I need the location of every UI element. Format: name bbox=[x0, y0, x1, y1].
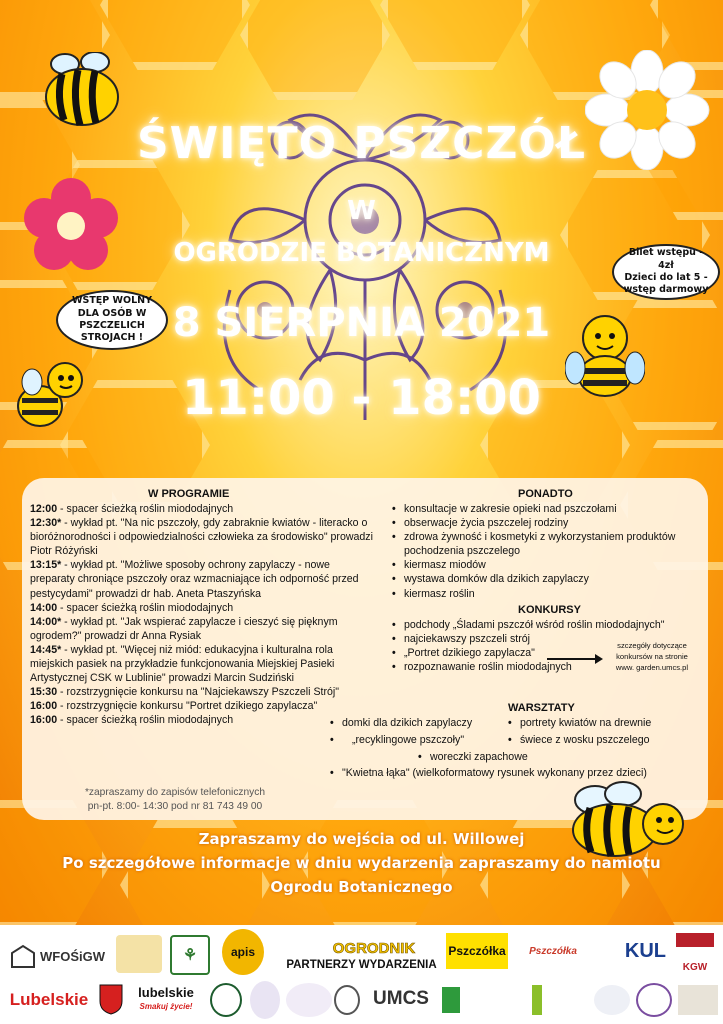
pszczolka-text: Pszczółka bbox=[448, 944, 506, 958]
program-item-text: - wykład pt. "Jak wspierać zapylacze i cieszyć się pięknym ogrodem?" prowadzi dr Anna Rysiak bbox=[30, 615, 338, 642]
program-item-text: - spacer ścieżką roślin miododajnych bbox=[57, 714, 234, 727]
title-connector: W bbox=[347, 196, 376, 226]
list-item: • podchody „Śladami pszczół wśród roślin miododajnych" bbox=[392, 618, 712, 632]
program-item-text: - rozstrzygnięcie konkursu na "Najciekawszy Pszczeli Strój" bbox=[57, 686, 339, 699]
program-item-time: 14:00* bbox=[30, 615, 62, 628]
partners-heading bbox=[0, 955, 723, 975]
university-logo bbox=[532, 985, 588, 1015]
konkursy-heading: KONKURSY bbox=[518, 604, 581, 616]
program-item-time: 12:00 bbox=[30, 503, 58, 515]
list-item: • rozpoznawanie roślin miododajnych bbox=[392, 660, 712, 674]
program-item-text: - spacer ścieżką roślin miododajnych bbox=[57, 601, 234, 614]
emblem-logo bbox=[594, 985, 630, 1015]
program-item-time: 13:15* bbox=[30, 559, 62, 572]
list-item: • woreczki zapachowe bbox=[418, 750, 618, 764]
warsztaty-list-center bbox=[418, 750, 618, 764]
list-item: • portrety kwiatów na drewnie bbox=[508, 716, 708, 730]
list-item: • wystawa domków dla dzikich zapylaczy bbox=[392, 572, 702, 586]
ponadto-heading: PONADTO bbox=[518, 488, 573, 500]
emblem-logo: ⚘ bbox=[170, 935, 210, 975]
green-logo bbox=[442, 987, 524, 1013]
program-list bbox=[30, 502, 375, 728]
free-entry-text: WSTĘP WOLNY DLA OSÓB W PSZCZELICH STROJACH ! bbox=[72, 295, 152, 344]
program-item-text: - rozstrzygnięcie konkursu "Portret dzikiego zapylacza" bbox=[57, 700, 318, 713]
lubelskie-smakuj-logo bbox=[128, 983, 204, 1017]
ticket-price: Bilet wstępu - 4zł bbox=[628, 247, 704, 271]
umcs-text: UMCS bbox=[373, 988, 429, 1009]
coat-of-arms-icon bbox=[98, 983, 124, 1015]
program-item bbox=[30, 615, 375, 643]
footer-line: Ogrodu Botanicznego bbox=[270, 878, 453, 896]
arrow-right-icon bbox=[545, 653, 605, 665]
list-item: • "Kwietna łąka" (wielkoformatowy rysunek wykonany przez dzieci) bbox=[330, 766, 710, 780]
program-item-time: 16:00 bbox=[30, 700, 58, 713]
program-note-line: pn-pt. 8:00- 14:30 pod nr 81 743 49 00 bbox=[87, 801, 263, 813]
lavender-logo bbox=[636, 983, 672, 1017]
lubelskie-logo bbox=[8, 987, 90, 1013]
partners-strip bbox=[0, 925, 723, 1024]
program-item-time: 16:00 bbox=[30, 714, 58, 727]
footer-line: Po szczegółowe informacje w dniu wydarzenia zapraszamy do namiotu bbox=[62, 854, 661, 872]
event-time: 11:00 - 18:00 bbox=[182, 370, 541, 426]
list-item: • domki dla dzikich zapylaczy bbox=[330, 716, 500, 730]
event-date: 8 SIERPNIA 2021 bbox=[172, 300, 551, 346]
list-item: • kiermasz miodów bbox=[392, 558, 702, 572]
side-note-line: www. garden.umcs.pl bbox=[615, 663, 689, 672]
program-item-time: 14:45* bbox=[30, 643, 62, 656]
free-entry-speech-bubble bbox=[56, 290, 168, 350]
pszczolka-shop-text: Pszczółka bbox=[529, 945, 577, 957]
partners-heading-text: PARTNERZY WYDARZENIA bbox=[286, 959, 437, 971]
lubelskie-text: Lubelskie bbox=[9, 990, 89, 1009]
side-note-line: szczegóły dotyczące bbox=[617, 641, 687, 650]
program-item bbox=[30, 601, 375, 615]
side-note-line: konkursów na stronie bbox=[616, 652, 688, 661]
program-item-text: - wykład pt. "Więcej niż miód: edukacyjna i kulturalna rola miejskich pasiek na przykładzie funkcjonowania Miejskiej Pasieki Artystycznej CSK w Lublinie" prowadzi Marcin Sudziński bbox=[30, 643, 335, 685]
warsztaty-list-wide bbox=[330, 766, 710, 780]
list-item: • „recyklingowe pszczoły" bbox=[330, 733, 500, 747]
emblem-logo bbox=[210, 983, 242, 1017]
list-item: • najciekawszy pszczeli strój bbox=[392, 632, 712, 646]
ponadto-list bbox=[392, 502, 702, 601]
wfosigw-text: WFOŚiGW bbox=[40, 948, 105, 964]
umcs-logo bbox=[366, 985, 436, 1013]
program-item bbox=[30, 643, 375, 685]
program-heading: W PROGRAMIE bbox=[148, 488, 230, 500]
program-item-time: 14:00 bbox=[30, 601, 58, 614]
konkursy-side-note bbox=[602, 640, 702, 673]
program-item bbox=[30, 713, 375, 727]
program-item-time: 12:30* bbox=[30, 517, 62, 530]
ogrod-botaniczny-logo bbox=[286, 983, 332, 1017]
list-item: • zdrowa żywność i kosmetyki z wykorzystaniem produktów pochodzenia pszczelego bbox=[392, 530, 702, 558]
program-item-text: - wykład pt. "Możliwe sposoby ochrony zapylaczy - nowe preparaty chroniące pszczoły oraz wzmacniające ich odporność przed pestycydami" prowadzi dr hab. Aneta Ptaszyńska bbox=[30, 559, 359, 600]
apis-text: apis bbox=[230, 945, 255, 959]
program-item bbox=[30, 685, 375, 699]
program-note-line: *zapraszamy do zapisów telefonicznych bbox=[84, 787, 266, 798]
ogrodnik-text: OGRODNIK bbox=[332, 939, 416, 957]
program-item bbox=[30, 502, 375, 516]
event-title: ŚWIĘTO PSZCZÓŁ bbox=[136, 118, 587, 169]
children-free-text: Dzieci do lat 5 - wstęp darmowy bbox=[623, 272, 709, 296]
program-item bbox=[30, 516, 375, 558]
list-item: • konsultacje w zakresie opieki nad pszczołami bbox=[392, 502, 702, 516]
program-item bbox=[30, 699, 375, 713]
lubelskie2-text: lubelskie bbox=[138, 985, 194, 1000]
footer-line: Zapraszamy do wejścia od ul. Willowej bbox=[198, 830, 525, 848]
ticket-speech-bubble bbox=[612, 244, 720, 300]
program-item bbox=[30, 558, 375, 600]
pasieka-logo bbox=[678, 985, 718, 1015]
list-item: • obserwacje życia pszczelej rodziny bbox=[392, 516, 702, 530]
program-item-time: 15:30 bbox=[30, 686, 58, 699]
emblem-logo bbox=[334, 985, 360, 1015]
list-item: • „Portret dzikiego zapylacza" bbox=[392, 646, 712, 660]
program-note bbox=[30, 786, 320, 814]
list-item: • kiermasz roślin bbox=[392, 587, 702, 601]
list-item: • świece z wosku pszczelego bbox=[508, 733, 708, 747]
event-place: OGRODZIE BOTANICZNYM bbox=[173, 238, 550, 268]
program-item-text: - spacer ścieżką roślin miododajnych bbox=[57, 503, 234, 515]
kgw-text: KGW bbox=[682, 962, 708, 973]
warsztaty-heading: WARSZTATY bbox=[508, 702, 575, 714]
emblem-logo bbox=[250, 981, 280, 1019]
warsztaty-list-right bbox=[508, 716, 708, 747]
lubelskie2-tagline: Smakuj życie! bbox=[139, 1002, 193, 1011]
kul-text: KUL bbox=[624, 939, 666, 962]
program-item-text: - wykład pt. "Na nic pszczoły, gdy zabraknie kwiatów - literacko o bioróżnorodności i odpowiedzialności człowieka za środowisko" prowadzi Piotr Różyński bbox=[30, 517, 373, 558]
warsztaty-list-left bbox=[330, 716, 500, 747]
